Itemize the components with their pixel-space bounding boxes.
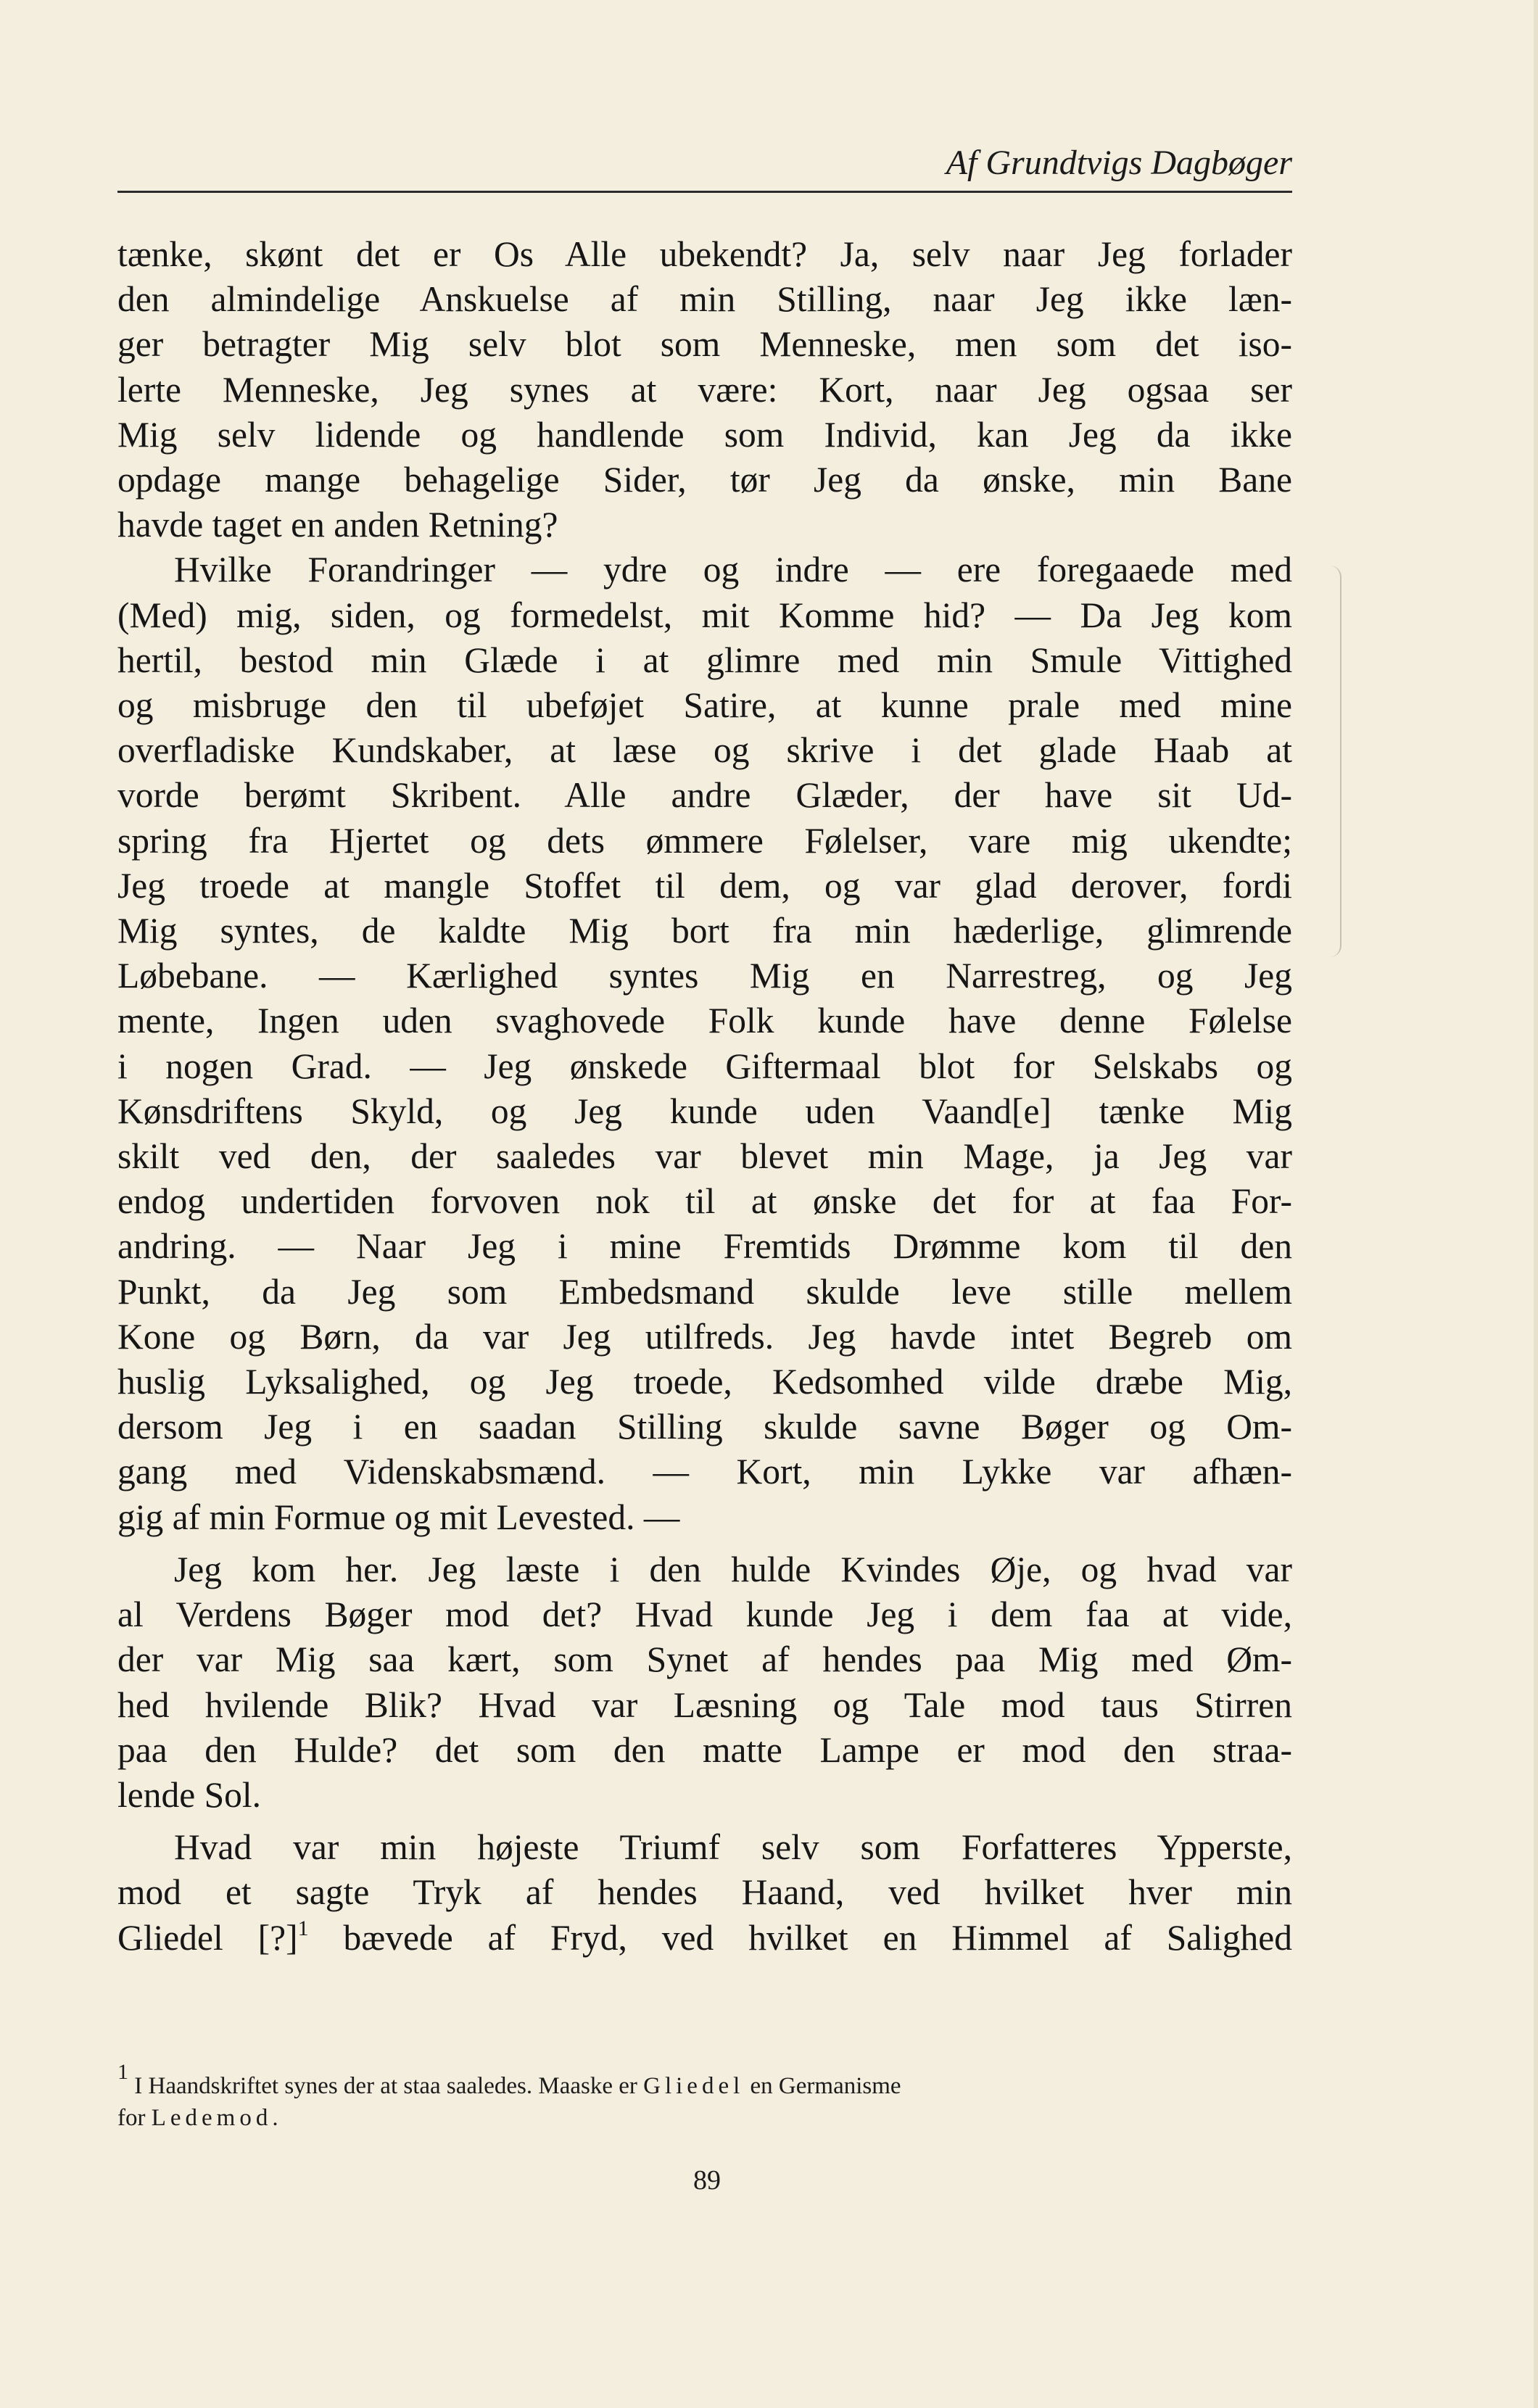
- text-line: opdage mange behagelige Sider, tør Jeg da ønske, min Bane: [117, 460, 1292, 500]
- text-line: dersom Jeg i en saadan Stilling skulde savne Bøger og Om-: [117, 1407, 1292, 1447]
- page-number: 89: [693, 2165, 721, 2196]
- text-line: hed hvilende Blik? Hvad var Læsning og Tale mod taus Stirren: [117, 1684, 1292, 1725]
- text-line: ger betragter Mig selv blot som Menneske, men som det iso-: [117, 324, 1292, 365]
- text-line: lerte Menneske, Jeg synes at være: Kort, naar Jeg ogsaa ser: [117, 369, 1292, 410]
- text-line: vorde berømt Skribent. Alle andre Glæder, der have sit Ud-: [117, 775, 1292, 816]
- text-line: paa den Hulde? det som den matte Lampe er mod den straa-: [117, 1729, 1292, 1770]
- footnote-text: for: [117, 2105, 146, 2131]
- text-line: spring fra Hjertet og dets ømmere Følelser, vare mig ukendte;: [117, 820, 1292, 861]
- footnote-term: Gliedel: [643, 2073, 745, 2099]
- text-line: og misbruge den til ubeføjet Satire, at kunne prale med mine: [117, 685, 1292, 726]
- text-line: hertil, bestod min Glæde i at glimre med min Smule Vittighed: [117, 640, 1292, 680]
- text-line: overfladiske Kundskaber, at læse og skrive i det glade Haab at: [117, 730, 1292, 771]
- text-line: Mig selv lidende og handlende som Individ, kan Jeg da ikke: [117, 414, 1292, 455]
- body-text: [117, 232, 1292, 1961]
- text-line: Mig syntes, de kaldte Mig bort fra min hæderlige, glimrende: [117, 911, 1292, 951]
- text-line: [117, 1916, 1292, 1961]
- text-line: den almindelige Anskuelse af min Stilling, naar Jeg ikke læn-: [117, 279, 1292, 320]
- footnote-marker: 1: [117, 2060, 128, 2084]
- text-line: der var Mig saa kært, som Synet af hendes paa Mig med Øm-: [117, 1639, 1292, 1680]
- text-line: Jeg kom her. Jeg læste i den hulde Kvindes Øje, og hvad var: [174, 1549, 1292, 1589]
- margin-pencil-mark: [1330, 566, 1341, 957]
- running-head: Af Grundtvigs Dagbøger: [117, 141, 1292, 193]
- text-line: Hvilke Forandringer — ydre og indre — ere foregaaede med: [174, 550, 1292, 590]
- text-line: endog undertiden forvoven nok til at ønske det for at faa For-: [117, 1181, 1292, 1222]
- footnote-text: I Haandskriftet synes der at staa saaledes. Maaske er: [134, 2073, 637, 2099]
- text-line: mente, Ingen uden svaghovede Folk kunde have denne Følelse: [117, 1001, 1292, 1041]
- text-segment: Gliedel [?]: [117, 1917, 298, 1958]
- text-line: andring. — Naar Jeg i mine Fremtids Drømme kom til den: [117, 1226, 1292, 1267]
- text-line: (Med) mig, siden, og formedelst, mit Komme hid? — Da Jeg kom: [117, 595, 1292, 635]
- text-line: i nogen Grad. — Jeg ønskede Giftermaal blot for Selskabs og: [117, 1046, 1292, 1086]
- text-line: Jeg troede at mangle Stoffet til dem, og var glad derover, fordi: [117, 865, 1292, 906]
- footnote-text: .: [272, 2105, 278, 2131]
- text-line: gig af min Formue og mit Levested. —: [117, 1497, 680, 1537]
- text-line: tænke, skønt det er Os Alle ubekendt? Ja, selv naar Jeg forlader: [117, 234, 1292, 274]
- footnote-text: en Germanisme: [750, 2073, 901, 2099]
- text-line: Punkt, da Jeg som Embedsmand skulde leve stille mellem: [117, 1271, 1292, 1312]
- text-line: Kønsdriftens Skyld, og Jeg kunde uden Vaand[e] tænke Mig: [117, 1091, 1292, 1131]
- text-line: Hvad var min højeste Triumf selv som Forfatteres Ypperste,: [174, 1827, 1292, 1868]
- footnote-term: Ledemod: [151, 2105, 273, 2131]
- text-line: skilt ved den, der saaledes var blevet min Mage, ja Jeg var: [117, 1136, 1292, 1177]
- footnote-reference: 1: [297, 1916, 309, 1940]
- footnote: [117, 2060, 1292, 2134]
- text-line: huslig Lyksalighed, og Jeg troede, Kedsomhed vilde dræbe Mig,: [117, 1362, 1292, 1402]
- text-line: mod et sagte Tryk af hendes Haand, ved hvilket hver min: [117, 1872, 1292, 1913]
- text-line: al Verdens Bøger mod det? Hvad kunde Jeg i dem faa at vide,: [117, 1594, 1292, 1635]
- text-line: havde taget en anden Retning?: [117, 505, 558, 545]
- text-line: Kone og Børn, da var Jeg utilfreds. Jeg havde intet Begreb om: [117, 1316, 1292, 1357]
- text-line: gang med Videnskabsmænd. — Kort, min Lykke var afhæn-: [117, 1452, 1292, 1492]
- footnote-line: [117, 2060, 1292, 2102]
- text-segment: bævede af Fryd, ved hvilket en Himmel af Salighed: [343, 1917, 1292, 1958]
- footnote-line: [117, 2102, 1292, 2134]
- text-line: Løbebane. — Kærlighed syntes Mig en Narrestreg, og Jeg: [117, 956, 1292, 996]
- text-line: lende Sol.: [117, 1774, 261, 1815]
